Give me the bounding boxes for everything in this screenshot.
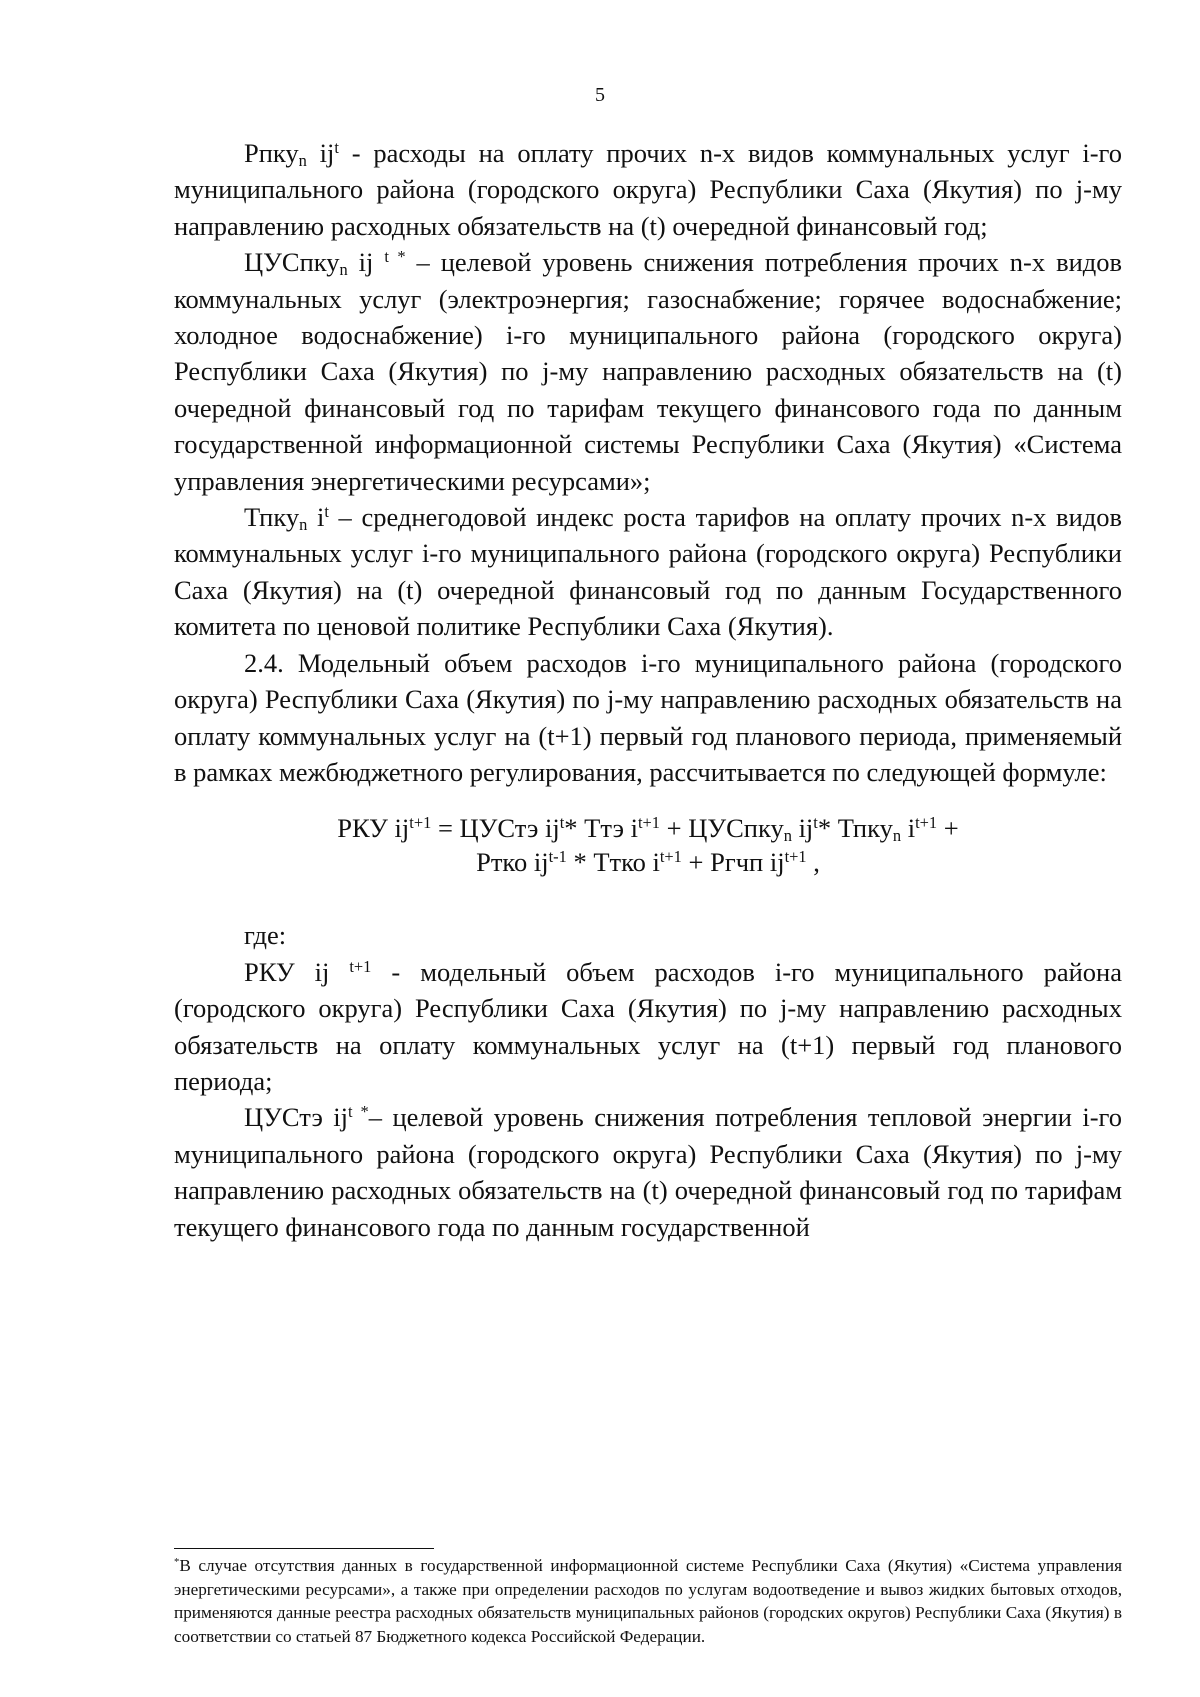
symbol-index: ij	[294, 956, 350, 987]
symbol: Рпку	[244, 138, 299, 168]
formula-line-1	[174, 811, 1122, 845]
definition-text: расходы на оплату прочих n-х видов коммунальных услуг i-го муниципального района (городского округа) Республики Саха (Якутия) по j-му направлению расходных обязательств на (t) очередной финансовый год;	[174, 138, 1123, 241]
formula-subscript: n	[783, 826, 792, 846]
separator: –	[368, 1102, 393, 1133]
formula-term: + ЦУСпку	[660, 813, 784, 844]
definition-text: целевой уровень снижения потребления тепловой энергии i-го муниципального района (городского округа) Республики Саха (Якутия) по j-му направлению расходных обязательств на (t) очередной финансовый год по тарифам текущего финансового года по данным государственной	[174, 1102, 1123, 1242]
formula-superscript: t+1	[784, 847, 807, 867]
formula-term: + Ргчп ij	[681, 847, 785, 878]
symbol: Тпку	[244, 502, 300, 533]
formula-superscript: t+1	[915, 813, 938, 833]
separator: –	[328, 502, 362, 533]
page-number: 5	[595, 84, 605, 106]
formula-term: ij	[791, 813, 814, 844]
footnote-mark: *	[174, 1557, 180, 1569]
formula-term: = ЦУСтэ ij	[431, 813, 560, 844]
formula-superscript: t+1	[659, 847, 682, 867]
symbol: ЦУСпку	[244, 247, 340, 278]
formula-term: ,	[806, 847, 820, 878]
formula-term: Ртко ij	[476, 847, 549, 878]
symbol-index: ij	[322, 1102, 349, 1133]
symbol-superscript: t	[324, 502, 329, 522]
formula-term: * Ттэ i	[564, 813, 638, 844]
symbol-index: ij	[306, 138, 335, 168]
symbol-superscript: t *	[348, 1102, 369, 1122]
formula-term: +	[937, 813, 959, 844]
symbol-superscript: t	[334, 137, 339, 157]
symbol-subscript: n	[298, 151, 307, 171]
symbol: ЦУСтэ	[244, 1102, 323, 1133]
section-paragraph-2-4: 2.4. Модельный объем расходов i-го муниципального района (городского округа) Республики Саха (Якутия) по j-му направлению расходных обязательств на оплату коммунальных услуг на (t+1) первый год планового периода, применяемый в рамках межбюджетного регулирования, рассчитывается по следующей формуле:	[174, 647, 1122, 787]
symbol-subscript: n	[339, 260, 348, 280]
formula-superscript: t+1	[637, 813, 661, 833]
definition-text: модельный объем расходов i-го муниципального района (городского округа) Республики Саха (Якутия) по j-му направлению расходных обязательств на оплату коммунальных услуг на (t+1) первый год планового периода;	[174, 956, 1122, 1096]
formula-line-2	[174, 845, 1122, 879]
separator: –	[405, 247, 441, 278]
separator: -	[371, 956, 421, 987]
definition-text: среднегодовой индекс роста тарифов на оплату прочих n-х видов коммунальных услуг i-го муниципального района (городского округа) Республики Саха (Якутия) на (t) очередной финансовый год по данным Государственного комитета по ценовой политике Республики Саха (Якутия).	[174, 502, 1122, 642]
formula-subscript: n	[892, 826, 902, 846]
where-label: где:	[244, 920, 287, 951]
separator: -	[338, 138, 374, 168]
symbol-superscript: t *	[384, 247, 406, 267]
spacer	[174, 879, 1122, 917]
symbol-index: i	[307, 502, 325, 533]
definition-text: целевой уровень снижения потребления прочих n-х видов коммунальных услуг (электроэнергия; газоснабжение; горячее водоснабжение; холодное водоснабжение) i-го муниципального района (городского округа) Республики Саха (Якутия) по j-му направлению расходных обязательств на (t) очередной финансовый год по тарифам текущего финансового года по данным государственной информационной системы Республики Саха (Якутия) «Система управления энергетическими ресурсами»;	[174, 247, 1123, 496]
footnote	[174, 1554, 1122, 1648]
formula-superscript: t	[813, 813, 818, 833]
formula-term: * Ттко i	[566, 847, 660, 878]
footnote-divider	[174, 1548, 434, 1549]
document-body	[174, 135, 1122, 1245]
definition-paragraph-custe	[174, 1099, 1122, 1245]
definition-paragraph-rpku	[174, 135, 1122, 244]
formula-term: РКУ ij	[337, 813, 410, 844]
formula-superscript: t+1	[409, 813, 432, 833]
formula-superscript: t-1	[548, 847, 567, 867]
formula-term: i	[901, 813, 916, 844]
definition-paragraph-tpku	[174, 499, 1122, 645]
formula-block	[174, 811, 1122, 879]
footnote-text: В случае отсутствия данных в государственной информационной системе Республики Саха (Якутия) «Система управления энергетическими ресурсами», а также при определении расходов по услугам водоотведение и вывоз жидких бытовых отходов, применяются данные реестра расходных обязательств муниципальных районов (городских округов) Республики Саха (Якутия) в соответствии со статьей 87 Бюджетного кодекса Российской Федерации.	[174, 1556, 1122, 1646]
formula-term: * Тпку	[817, 813, 893, 844]
symbol-index: ij	[347, 247, 385, 278]
definition-paragraph-rku	[174, 954, 1122, 1100]
symbol-superscript: t+1	[349, 956, 372, 976]
formula-superscript: t	[559, 813, 565, 833]
definition-paragraph-cuspku	[174, 244, 1122, 499]
symbol-subscript: n	[299, 515, 308, 535]
symbol: РКУ	[244, 956, 295, 987]
